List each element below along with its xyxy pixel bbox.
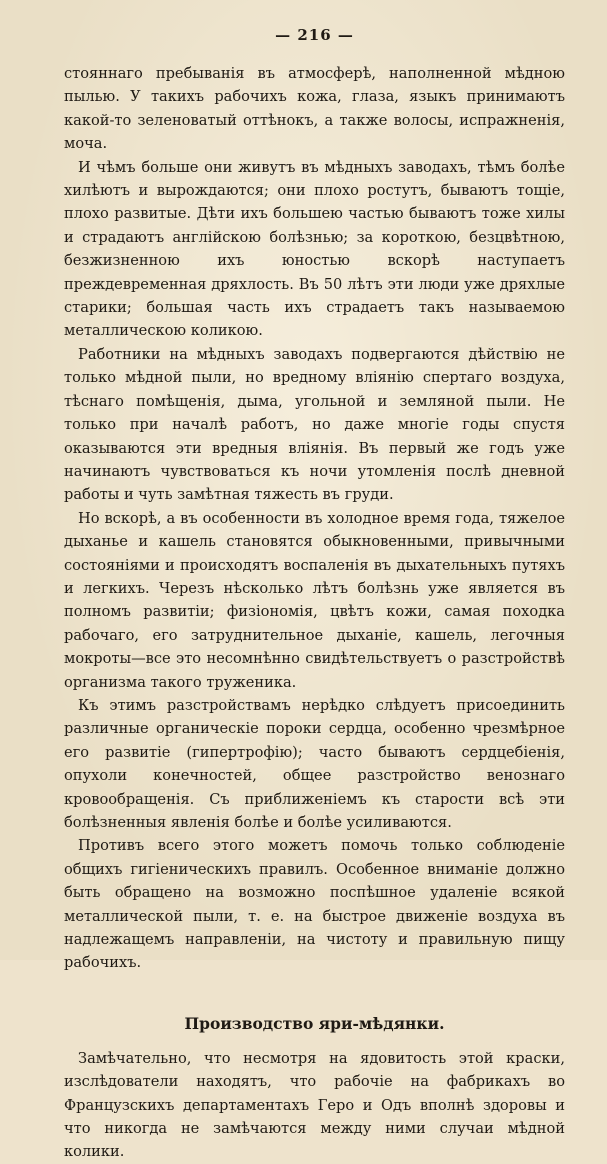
paragraph: Противъ всего этого можетъ помочь только соблюденіе общихъ гигіеническихъ правилъ. Особенное вниманіе должно быть обращено на возможно поспѣшное удаленіе всякой металлической пыли, т. е. на быстрое движеніе воздуха въ надлежащемъ направленіи, на чистоту и правильную пищу рабочихъ. xyxy=(64,837,565,972)
paragraph: Замѣчательно, что несмотря на ядовитость этой краски, изслѣдователи находятъ, что рабочіе на фабрикахъ во Французскихъ департаментахъ Геро и Одъ вполнѣ здоровы и что никогда не замѣчаются между ними случаи мѣдной колики. xyxy=(64,1049,565,1161)
body-text xyxy=(64,62,565,1164)
paragraph: Но вскорѣ, а въ особенности въ холодное время года, тяжелое дыханье и кашель становятся обыкновенными, привычными состояніями и происходятъ воспаленія въ дыхательныхъ путяхъ и легкихъ. Черезъ нѣсколько лѣтъ болѣзнь уже является въ полномъ развитіи; физіономія, цвѣтъ кожи, самая походка рабочаго, его затруднительное дыханіе, кашель, легочныя мокроты—все это несомнѣнно свидѣтельствуетъ о разстройствѣ организма такого труженика. xyxy=(64,509,565,691)
paragraph: стояннаго пребыванія въ атмосферѣ, наполненной мѣдною пылью. У такихъ рабочихъ кожа, глаза, языкъ принимаютъ какой-то зеленоватый оттѣнокъ, а также волосы, испражненія, моча. xyxy=(64,65,565,153)
page-number: — 216 — xyxy=(275,26,354,44)
section-heading: Производство яри-мѣдянки. xyxy=(184,1013,445,1033)
paragraph: И чѣмъ больше они живутъ въ мѣдныхъ заводахъ, тѣмъ болѣе хилѣютъ и вырождаются; они плохо ростутъ, бываютъ тощіе, плохо развитые. Дѣти ихъ большею частью бываютъ тоже хилы и страдаютъ англійскою болѣзнью; за короткою, безцвѣтною, безжизненною ихъ юностью вскорѣ наступаетъ преждевременная дряхлость. Въ 50 лѣтъ эти люди уже дряхлые старики; большая часть ихъ страдаетъ такъ называемою металлическою коликою. xyxy=(64,158,565,340)
paragraph: Работники на мѣдныхъ заводахъ подвергаются дѣйствію не только мѣдной пыли, но вредному вліянію спертаго воздуха, тѣснаго помѣщенія, дыма, угольной и земляной пыли. Не только при началѣ работъ, но даже многіе годы спустя оказываются эти вредныя вліянія. Въ первый же годъ уже начинаютъ чувствоваться къ ночи утомленія послѣ дневной работы и чуть замѣтная тяжесть въ груди. xyxy=(64,345,565,504)
paragraph: Къ этимъ разстройствамъ нерѣдко слѣдуетъ присоединить различные органическіе пороки сердца, особенно чрезмѣрное его развитіе (гипертрофію); часто бываютъ сердцебіенія, опухоли конечностей, общее разстройство венознаго кровообращенія. Съ приближеніемъ къ старости всѣ эти болѣзненныя явленія болѣе и болѣе усиливаются. xyxy=(64,696,565,831)
